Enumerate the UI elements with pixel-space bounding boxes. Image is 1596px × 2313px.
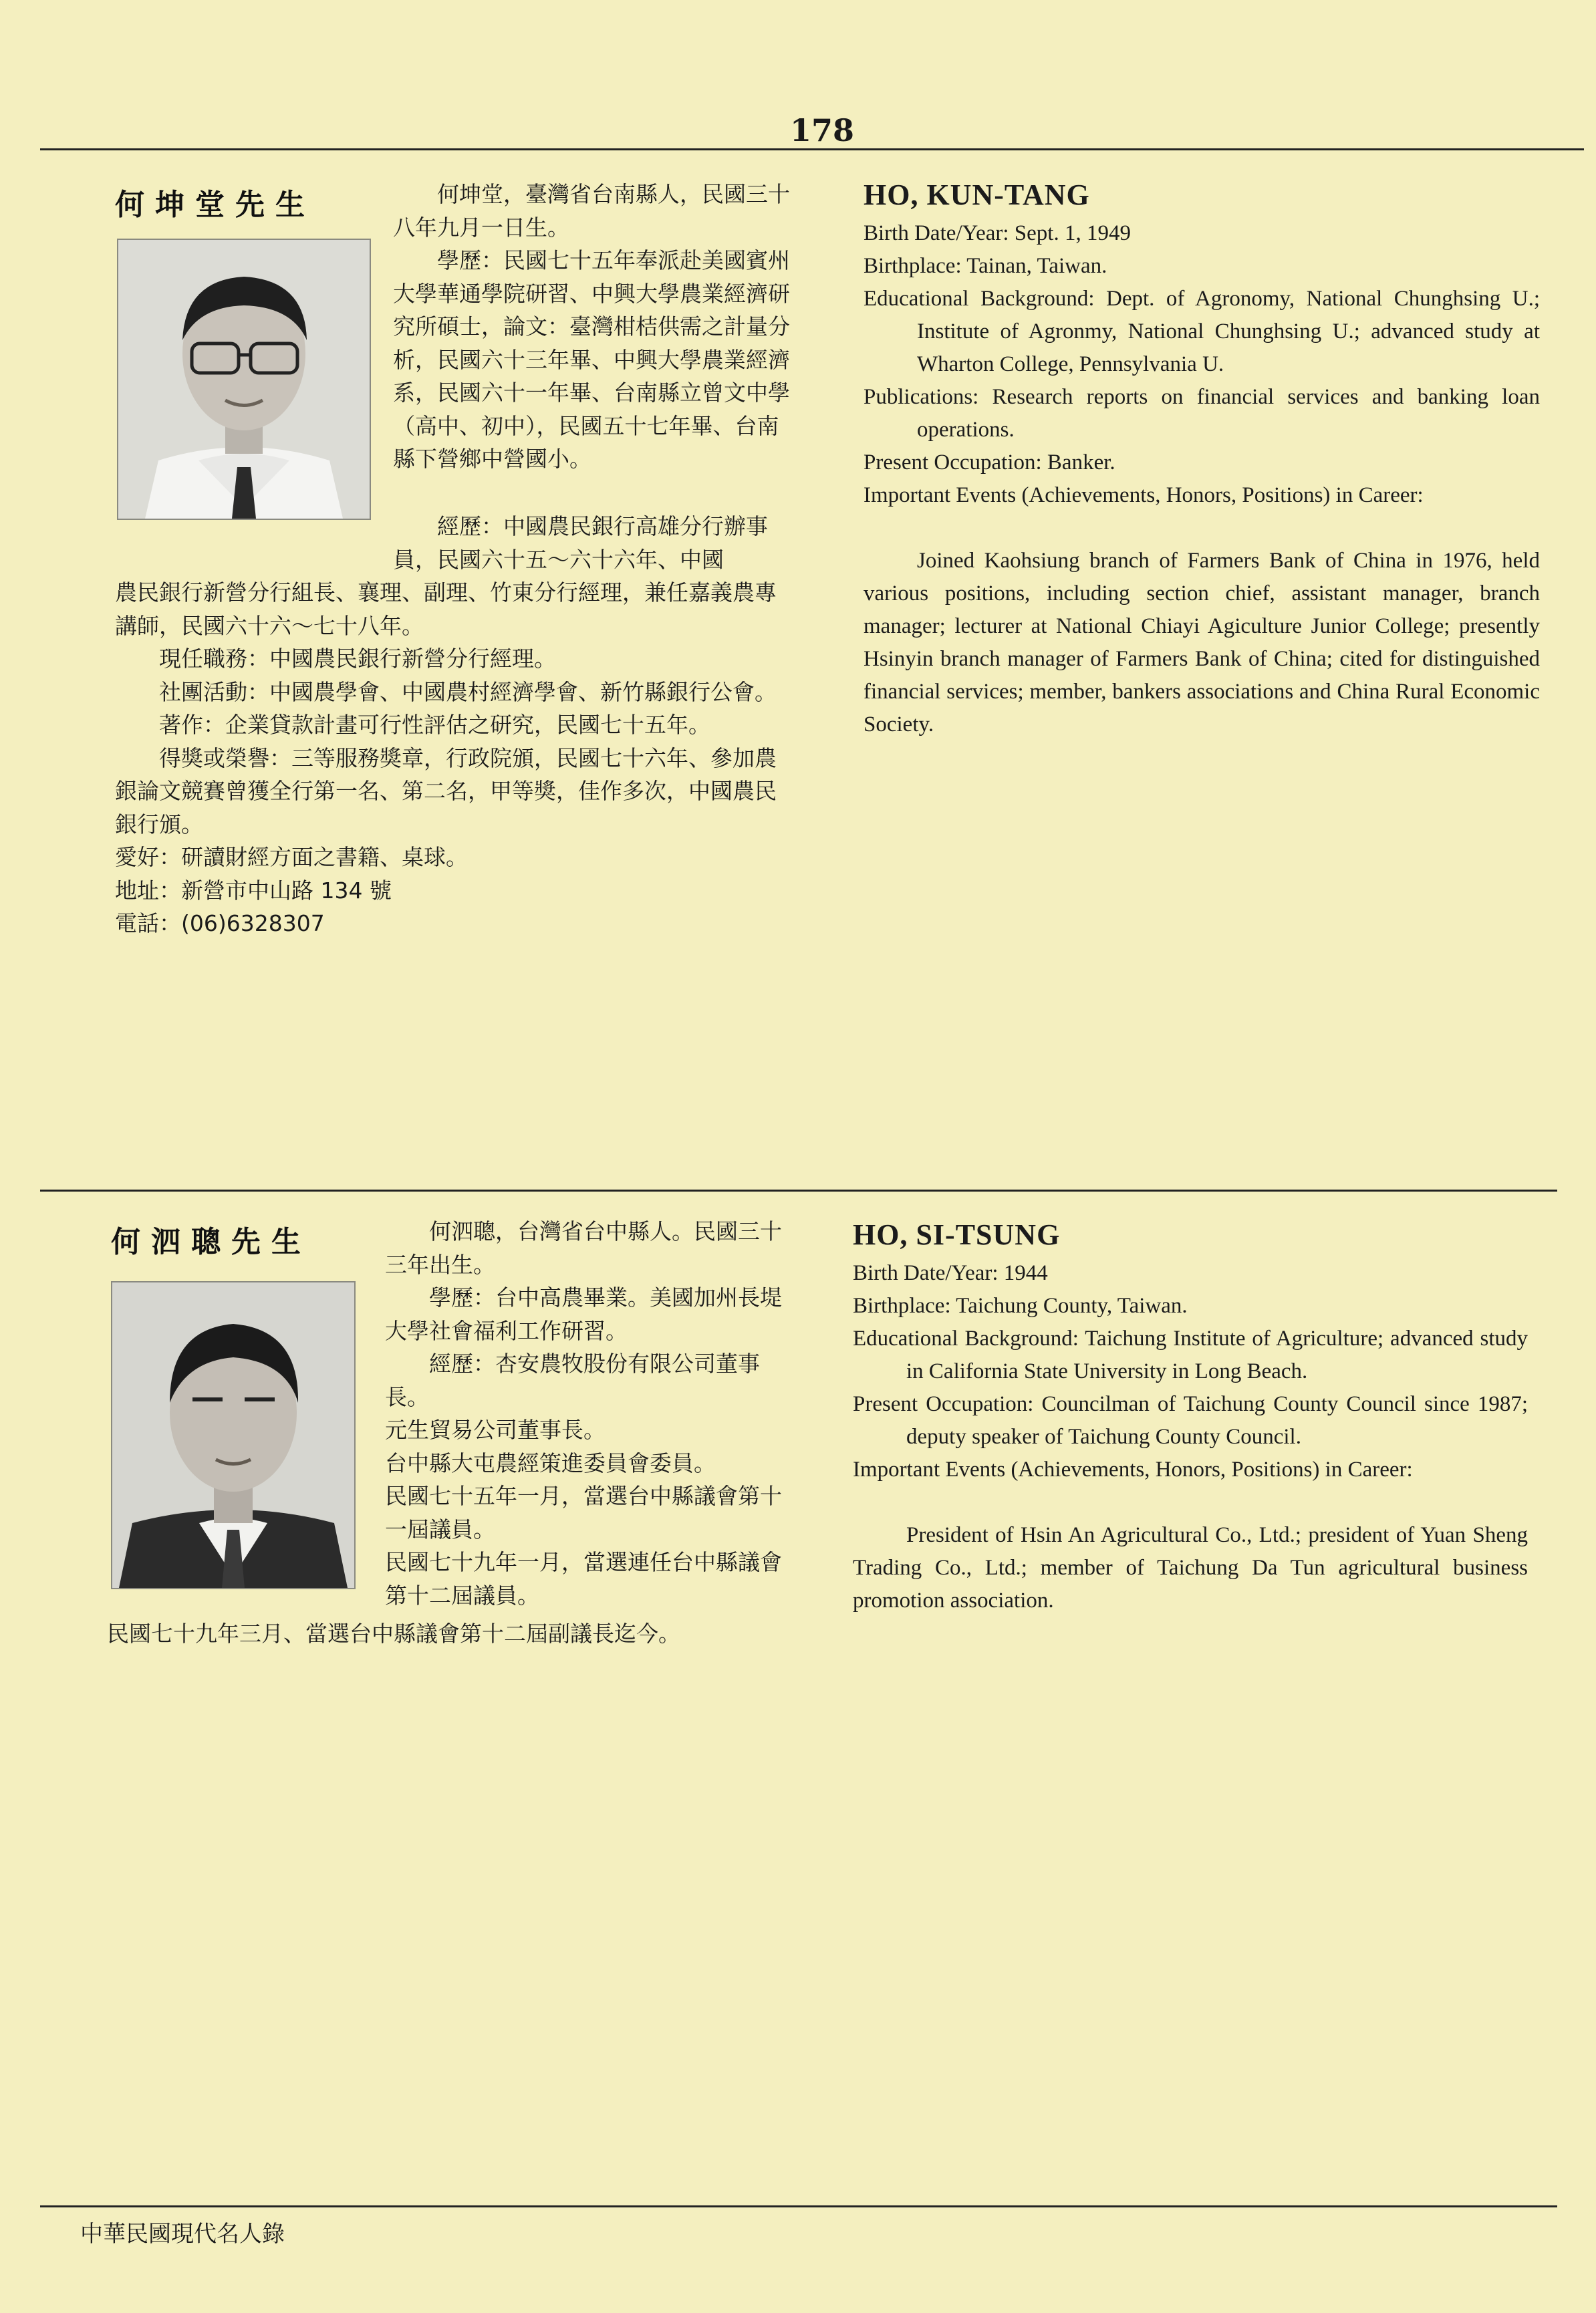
bio-en-education: Educational Background: Dept. of Agronomy, National Chunghsing U.; Institute of Agronmy, National Chunghsing U.; advanced study at Wharton College, Pennsylvania U. bbox=[863, 287, 1540, 376]
bio-en-birthplace: Birthplace: Taichung County, Taiwan. bbox=[853, 1294, 1188, 1318]
bio-zh-position-2: 台中縣大屯農經策進委員會委員。 bbox=[385, 1450, 716, 1476]
bio-en-events: Joined Kaohsiung branch of Farmers Bank of China in 1976, held various positions, including section chief, assistant manager, branch manager; lecturer at National Chiayi Agiculture Junior College; presently Hsinyin branch manager of Farmers Bank of China; cited for distinguished financial services; member, bankers associations and China Rural Economic Society. bbox=[863, 549, 1540, 736]
bio-zh-experience-rest: 農民銀行新營分行組長、襄理、副理、竹東分行經理，兼任嘉義農專講師，民國六十六～七十八年。 bbox=[115, 579, 777, 639]
bio-zh-phone: 電話：(06)6328307 bbox=[115, 910, 325, 936]
entry-name-zh: 何泗聰先生 bbox=[111, 1225, 311, 1259]
bio-en-events-label: Important Events (Achievements, Honors, Positions) in Career: bbox=[863, 483, 1424, 507]
bio-en bbox=[853, 1218, 1528, 1617]
bio-zh-address: 地址：新營市中山路 134 號 bbox=[115, 877, 392, 904]
bio-zh-top bbox=[393, 178, 794, 476]
entry-name-en: HO, SI-TSUNG bbox=[853, 1218, 1061, 1251]
portrait-image bbox=[112, 1282, 354, 1588]
bio-zh-hobbies: 愛好：研讀財經方面之書籍、桌球。 bbox=[115, 844, 468, 870]
bio-zh-works: 著作：企業貸款計畫可行性評估之研究，民國七十五年。 bbox=[159, 712, 710, 738]
bottom-rule bbox=[40, 2205, 1557, 2207]
portrait-image bbox=[118, 240, 370, 519]
bio-zh-intro: 何坤堂，臺灣省台南縣人，民國三十八年九月一日生。 bbox=[393, 181, 790, 241]
section-rule bbox=[40, 1190, 1557, 1192]
bio-zh-societies: 社團活動：中國農學會、中國農村經濟學會、新竹縣銀行公會。 bbox=[159, 678, 777, 705]
entry-name-zh: 何坤堂先生 bbox=[115, 188, 315, 222]
bio-zh-position-3: 民國七十五年一月，當選台中縣議會第十一屆議員。 bbox=[385, 1483, 782, 1542]
bio-zh-bottom bbox=[107, 1617, 815, 1651]
bio-en-birth: Birth Date/Year: 1944 bbox=[853, 1261, 1048, 1285]
bio-en-birthplace: Birthplace: Tainan, Taiwan. bbox=[863, 254, 1107, 278]
bio-en-education: Educational Background: Taichung Institute of Agriculture; advanced study in California State University in Long Beach. bbox=[853, 1327, 1528, 1383]
bio-zh-intro: 何泗聰，台灣省台中縣人。民國三十三年出生。 bbox=[385, 1218, 782, 1278]
portrait-photo bbox=[111, 1281, 356, 1589]
bio-zh-education: 學歷：民國七十五年奉派赴美國賓州大學華通學院研習、中興大學農業經濟研究所碩士，論文：臺灣柑桔供需之計量分析，民國六十三年畢、中興大學農業經濟系，民國六十一年畢、台南縣立曾文中學（高中、初中），民國五十七年畢、台南縣下營鄉中營國小。 bbox=[393, 247, 790, 472]
bio-en-birth: Birth Date/Year: Sept. 1, 1949 bbox=[863, 221, 1131, 245]
bio-zh-experience-start: 經歷：中國農民銀行高雄分行辦事員，民國六十五～六十六年、中國 bbox=[393, 513, 768, 573]
bio-zh-experience: 經歷：杏安農牧股份有限公司董事長。 bbox=[385, 1351, 760, 1410]
bio-zh-position-1: 元生貿易公司董事長。 bbox=[385, 1417, 606, 1443]
entry-name-en: HO, KUN-TANG bbox=[863, 178, 1090, 211]
bio-zh-bottom bbox=[115, 576, 797, 940]
bio-en-occupation: Present Occupation: Councilman of Taichung County Council since 1987; deputy speaker of Taichung County Council. bbox=[853, 1392, 1528, 1449]
bio-zh-top bbox=[385, 1215, 786, 1612]
footer-title: 中華民國現代名人錄 bbox=[80, 2221, 285, 2248]
portrait-photo bbox=[117, 239, 371, 520]
bio-en-events: President of Hsin An Agricultural Co., Ltd.; president of Yuan Sheng Trading Co., Ltd.; member of Taichung Da Tun agricultural business promotion association. bbox=[853, 1523, 1528, 1613]
bio-en-occupation: Present Occupation: Banker. bbox=[863, 450, 1115, 474]
bio-en bbox=[863, 178, 1540, 741]
bio-zh-position: 現任職務：中國農民銀行新營分行經理。 bbox=[159, 646, 556, 672]
page-number: 178 bbox=[789, 112, 855, 148]
bio-en-publications: Publications: Research reports on financial services and banking loan operations. bbox=[863, 385, 1540, 442]
top-rule bbox=[40, 148, 1584, 150]
bio-zh-education: 學歷：台中高農畢業。美國加州長堤大學社會福利工作研習。 bbox=[385, 1284, 782, 1344]
bio-zh-honors: 得獎或榮譽：三等服務獎章，行政院頒，民國七十六年、參加農銀論文競賽曾獲全行第一名、第二名，甲等獎，佳作多次，中國農民銀行頒。 bbox=[115, 744, 777, 837]
bio-zh-career bbox=[393, 510, 794, 576]
bio-en-events-label: Important Events (Achievements, Honors, Positions) in Career: bbox=[853, 1458, 1413, 1482]
bio-zh-position-5: 民國七十九年三月、當選台中縣議會第十二屆副議長迄今。 bbox=[107, 1621, 680, 1647]
bio-zh-position-4: 民國七十九年一月，當選連任台中縣議會第十二屆議員。 bbox=[385, 1549, 782, 1609]
